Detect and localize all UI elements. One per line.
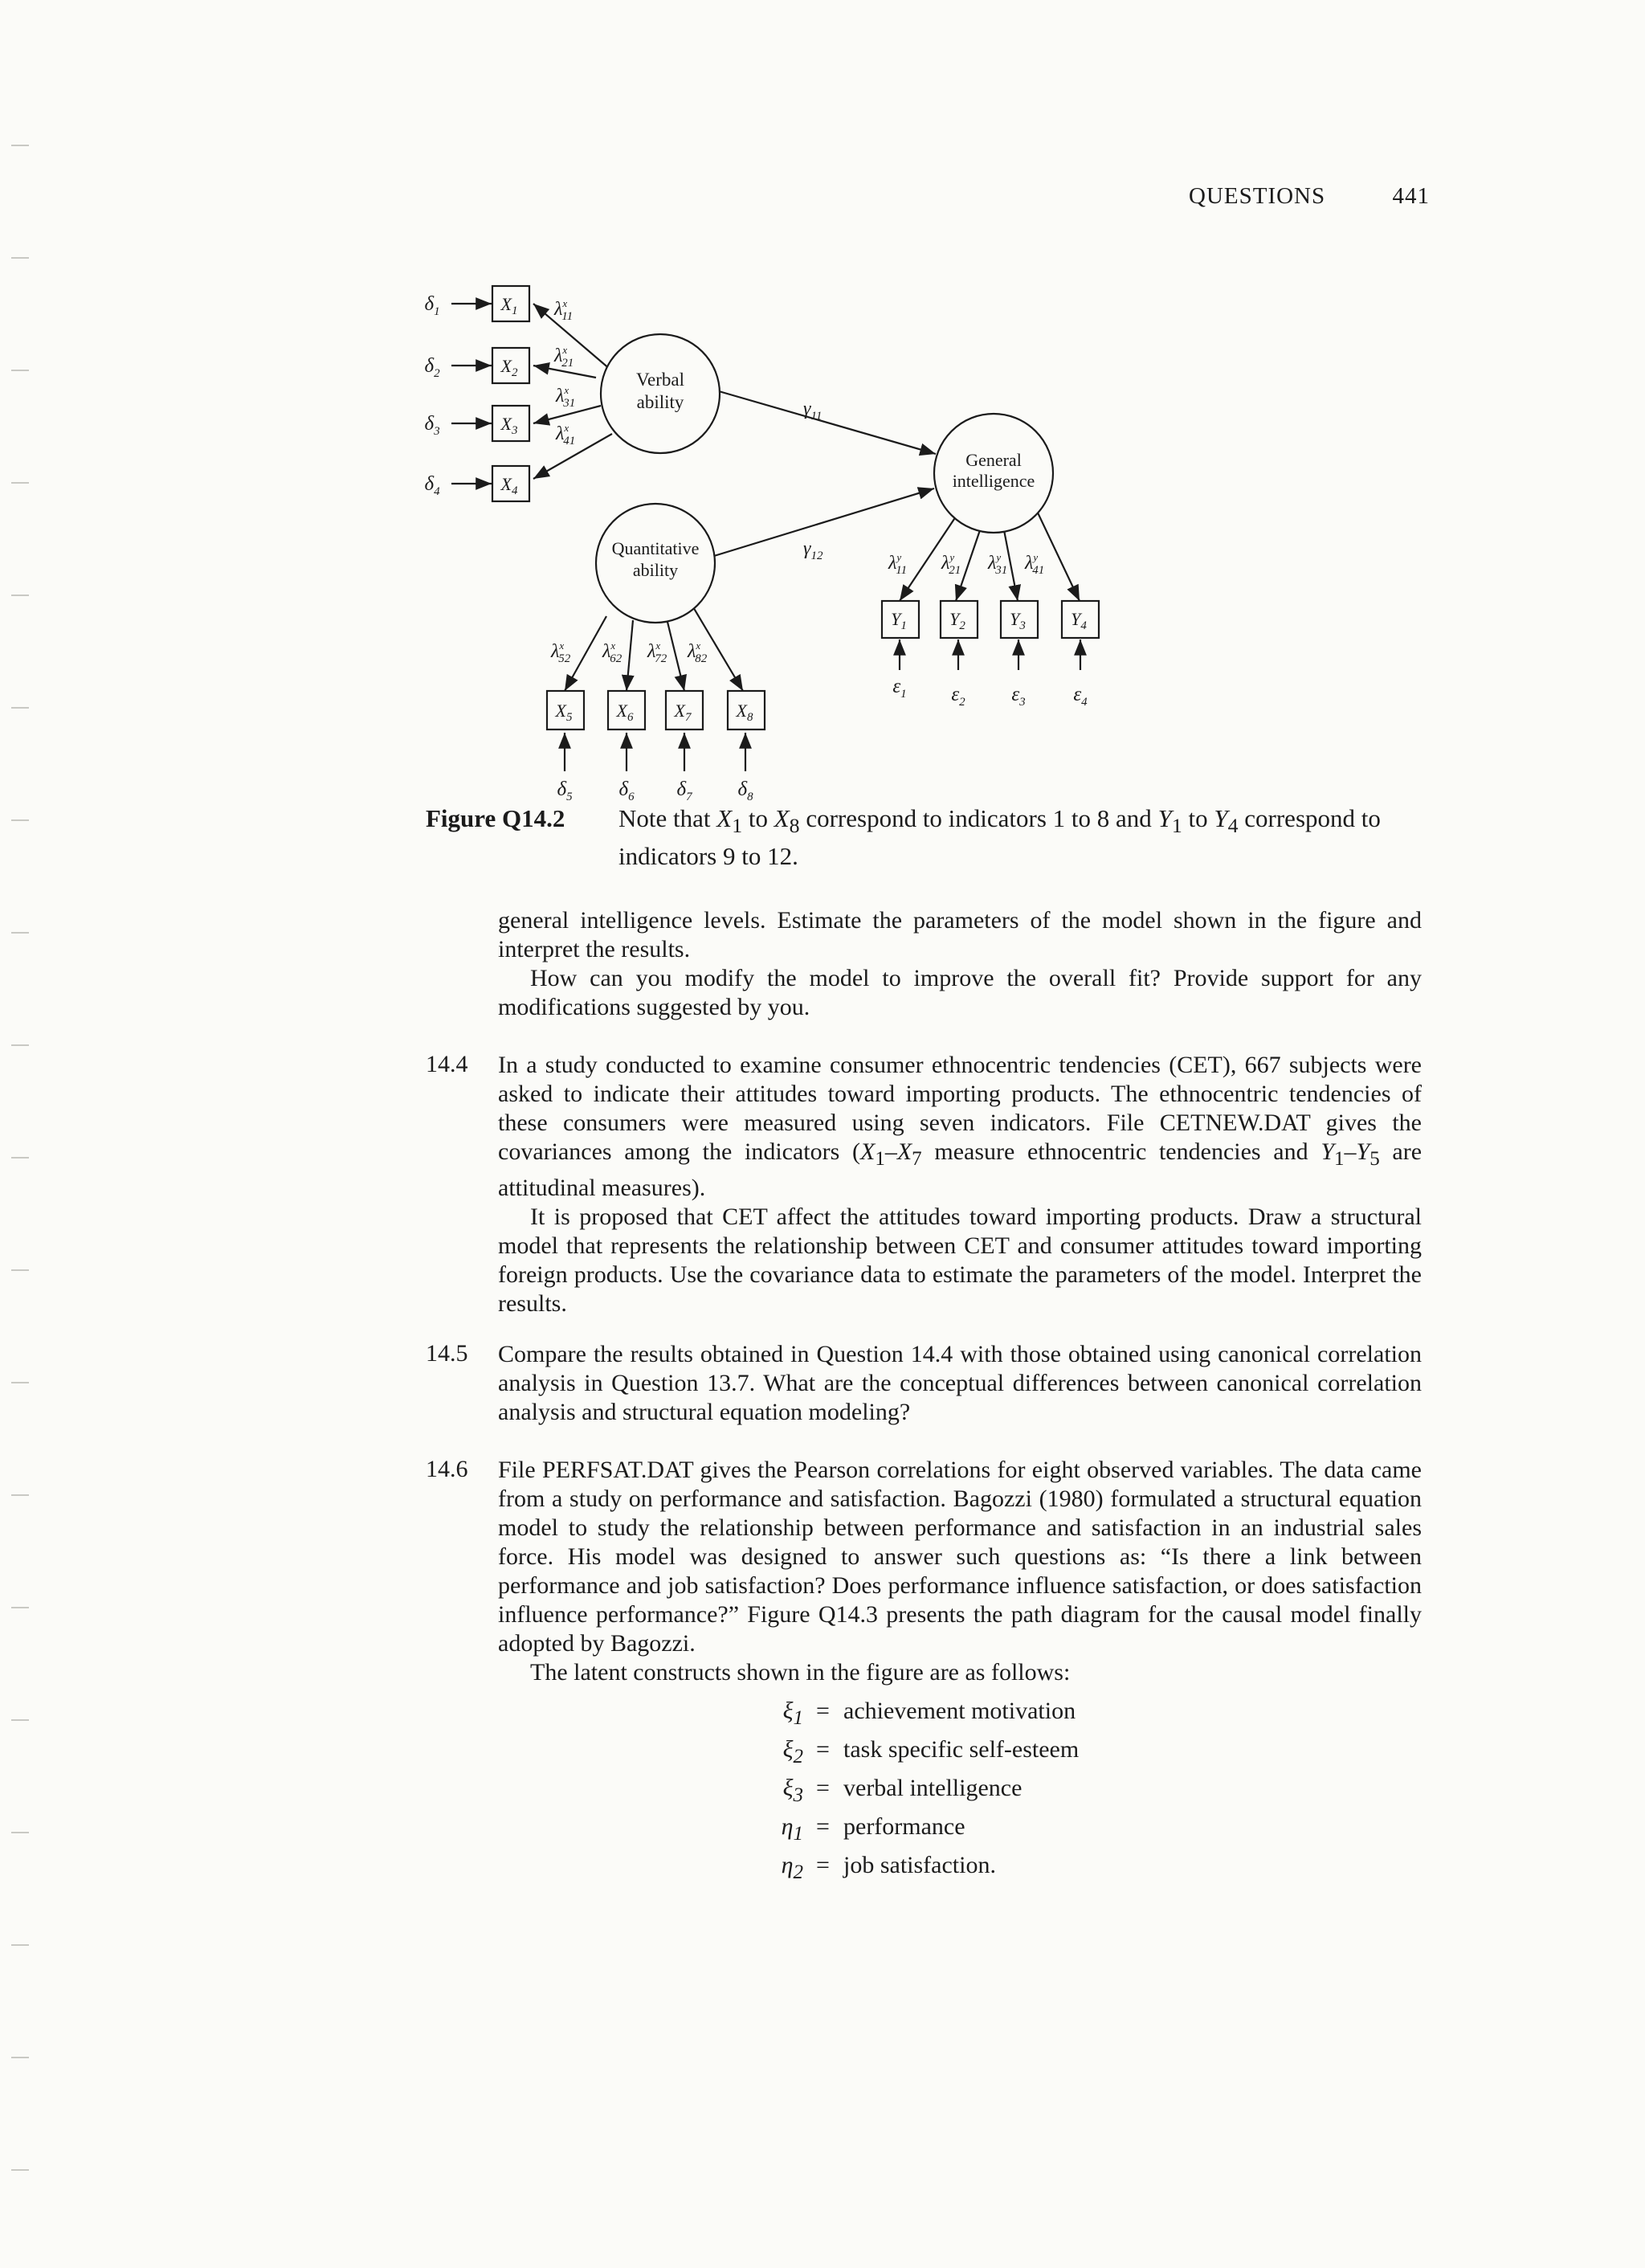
margin-tick bbox=[11, 1719, 29, 1721]
lambda52-label: $\lambda^x$ 52 bbox=[551, 640, 571, 665]
question-14-4-p1: In a study conducted to examine consumer ethnocentric tendencies (CET), 667 subjects were asked to indicate their attitudes toward importing products. The ethnocentric tendencies of these consumers were measured using seven indicators. File CETNEW.DAT gives the covariances among the indicators ($X_1-X_7$ measure ethnocentric tendencies and $Y_1-Y_5$ are attitudinal measures). bbox=[498, 1052, 1423, 1201]
gamma12-label: $\gamma_{12}$ bbox=[803, 538, 823, 562]
question-number-14-5: 14.5 bbox=[426, 1340, 468, 1367]
gamma12-path bbox=[714, 488, 934, 556]
delta6-label: $\delta_6$ bbox=[618, 778, 635, 803]
margin-tick bbox=[11, 1832, 29, 1833]
lambda-y21-label: $\lambda^y$ 21 bbox=[941, 551, 961, 577]
question-14-6 bbox=[498, 1456, 1422, 1687]
y4-label: $Y_4$ bbox=[1071, 609, 1087, 632]
delta2-label: $\delta_2$ bbox=[424, 355, 440, 380]
verbal-label-2: ability bbox=[636, 392, 684, 412]
eps1-label: $\varepsilon_1$ bbox=[892, 676, 907, 701]
question-14-4 bbox=[498, 1051, 1422, 1318]
lambda-y41-path bbox=[1036, 509, 1080, 601]
continuation-block bbox=[498, 906, 1422, 1022]
lambda-y11-label: $\lambda^y$ 11 bbox=[888, 551, 908, 577]
x4-label: $X_4$ bbox=[500, 474, 518, 497]
x2-label: $X_2$ bbox=[500, 356, 518, 379]
delta8-label: $\delta_8$ bbox=[737, 778, 753, 803]
y2-label: $Y_2$ bbox=[949, 609, 965, 632]
delta3-label: $\delta_3$ bbox=[424, 413, 440, 438]
question-number-14-6: 14.6 bbox=[426, 1456, 468, 1482]
margin-tick bbox=[11, 1269, 29, 1271]
lambda-y41-label: $\lambda^y$ 41 bbox=[1025, 551, 1045, 577]
margin-tick bbox=[11, 1944, 29, 1946]
verbal-label-1: Verbal bbox=[635, 370, 685, 390]
continuation-p2: How can you modify the model to improve the overall fit? Provide support for any modifications suggested by you. bbox=[498, 965, 1422, 1020]
lambda62-path bbox=[627, 620, 633, 691]
lambda31-label: $\lambda^x$ 31 bbox=[556, 384, 576, 410]
page-number: 441 bbox=[1392, 183, 1430, 209]
lambda11-label: $\lambda^x$ 11 bbox=[554, 297, 574, 323]
lambda82-label: $\lambda^x$ 82 bbox=[688, 640, 708, 665]
question-14-6-p2: The latent constructs shown in the figure are as follows: bbox=[530, 1659, 1071, 1686]
margin-tick bbox=[11, 1607, 29, 1608]
x3-label: $X_3$ bbox=[500, 414, 518, 437]
x8-label: $X_8$ bbox=[736, 701, 753, 724]
delta1-label: $\delta_1$ bbox=[424, 293, 440, 318]
y3-label: $Y_3$ bbox=[1010, 609, 1026, 632]
gamma11-label: $\gamma_{11}$ bbox=[803, 398, 822, 423]
eps3-label: $\varepsilon_3$ bbox=[1011, 684, 1026, 709]
margin-tick bbox=[11, 2169, 29, 2171]
margin-tick bbox=[11, 1157, 29, 1159]
x6-label: $X_6$ bbox=[616, 701, 634, 724]
quant-label-2: ability bbox=[632, 560, 679, 580]
general-label-1: General bbox=[965, 450, 1022, 470]
section-title: QUESTIONS bbox=[1189, 183, 1326, 209]
y1-label: $Y_1$ bbox=[891, 609, 907, 632]
eps4-label: $\varepsilon_4$ bbox=[1073, 684, 1088, 709]
figure-caption-text: Note that $X_1$ to $X_8$ correspond to indicators 1 to 8 and $Y_1$ to $Y_4$ correspond to indicators 9 to 12. bbox=[618, 804, 1381, 871]
quant-label-1: Quantitative bbox=[611, 538, 700, 558]
lambda72-label: $\lambda^x$ 72 bbox=[647, 640, 667, 665]
lambda-y31-label: $\lambda^y$ 31 bbox=[988, 551, 1008, 577]
continuation-p1: general intelligence levels. Estimate the parameters of the model shown in the figure and interpret the results. bbox=[498, 907, 1422, 962]
delta5-label: $\delta_5$ bbox=[557, 778, 573, 803]
lambda72-path bbox=[667, 619, 684, 691]
margin-tick bbox=[11, 1044, 29, 1046]
path-diagram bbox=[0, 0, 1645, 803]
margin-tick bbox=[11, 932, 29, 934]
x5-label: $X_5$ bbox=[555, 701, 573, 724]
figure-label: Figure Q14.2 bbox=[426, 804, 565, 832]
gamma11-path bbox=[719, 391, 936, 454]
margin-tick bbox=[11, 2057, 29, 2058]
lambda52-path bbox=[565, 616, 606, 691]
lambda41-label: $\lambda^x$ 41 bbox=[556, 422, 576, 447]
margin-tick bbox=[11, 819, 29, 821]
construct-definitions: $\xi_1$ = achievement motivation $\xi_2$ = task specific self-esteem $\xi_3$ = verbal intelligence $\eta_1$ = performance $\eta_2$ = job satisfaction. bbox=[781, 1698, 1080, 1883]
lambda21-label: $\lambda^x$ 21 bbox=[554, 344, 574, 370]
general-label-2: intelligence bbox=[952, 471, 1035, 491]
delta7-label: $\delta_7$ bbox=[676, 778, 692, 803]
x1-label: $X_1$ bbox=[500, 294, 518, 317]
question-14-5: Compare the results obtained in Question 14.4 with those obtained using canonical correlation analysis in Question 13.7. What are the conceptual differences between canonical correlation analysis and structural equation modeling? bbox=[498, 1341, 1422, 1425]
delta4-label: $\delta_4$ bbox=[424, 473, 440, 498]
lambda62-label: $\lambda^x$ 62 bbox=[602, 640, 622, 665]
question-14-4-p2: It is proposed that CET affect the attitudes toward importing products. Draw a structural model that represents the relationship between CET and consumer attitudes toward importing foreign products. Use the covariance data to estimate the parameters of the model. Interpret the results. bbox=[498, 1203, 1422, 1317]
question-14-6-p1: File PERFSAT.DAT gives the Pearson correlations for eight observed variables. The data came from a study on performance and satisfaction. Bagozzi (1980) formulated a structural equation model to study the relationship between performance and satisfaction in an industrial sales force. His model was designed to answer such questions as: “Is there a link between performance and job satisfaction? Does performance influence satisfaction, or does satisfaction influence performance?” Figure Q14.3 presents the path diagram for the causal model finally adopted by Bagozzi. bbox=[498, 1457, 1422, 1657]
question-number-14-4: 14.4 bbox=[426, 1051, 468, 1077]
x7-label: $X_7$ bbox=[674, 701, 692, 724]
eps2-label: $\varepsilon_2$ bbox=[951, 684, 965, 709]
margin-tick bbox=[11, 1382, 29, 1383]
margin-tick bbox=[11, 1494, 29, 1496]
